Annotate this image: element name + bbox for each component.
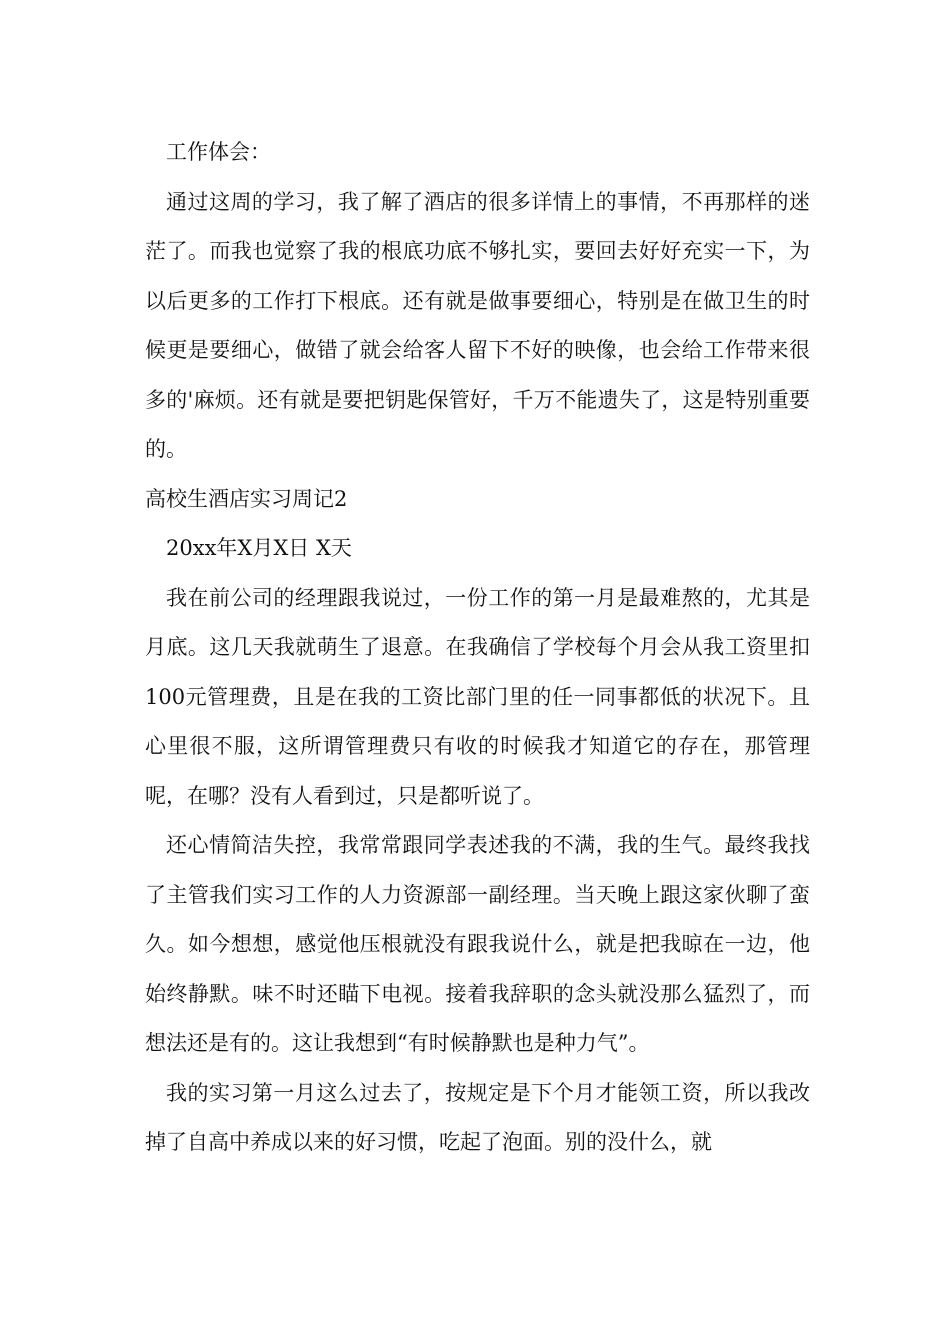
journal-date: 20xx年X月X日 X天	[166, 536, 352, 560]
paragraph-first-month: 我在前公司的经理跟我说过，一份工作的第一月是最难熬的，尤其是月底。这几天我就萌生了退意。在我确信了学校每个月会从我工资里扣100元管理费，且是在我的工资比部门里的任一同事都低的状况下。且心里很不服，这所谓管理费只有收的时候我才知道它的存在，那管理呢，在哪？没有人看到过，只是都听说了。	[145, 585, 810, 808]
paragraph-talk-with-manager: 还心情简洁失控，我常常跟同学表述我的不满，我的生气。最终我找了主管我们实习工作的人力资源部一副经理。当天晚上跟这家伙聊了蛮久。如今想想，感觉他压根就没有跟我说什么，就是把我晾在一边，他始终静默。味不时还瞄下电视。接着我辞职的念头就没那么猛烈了，而想法还是有的。这让我想到“有时候静默也是种力气”。	[145, 833, 810, 1055]
paragraph-work-experience: 通过这周的学习，我了解了酒店的很多详情上的事情，不再那样的迷茫了。而我也觉察了我的根底功底不够扎实，要回去好好充实一下，为以后更多的工作打下根底。还有就是做事要细心，特别是在做卫生的时候更是要细心，做错了就会给客人留下不好的映像，也会给工作带来很多的'麻烦。还有就是要把钥匙保管好，千万不能遗失了，这是特别重要的。	[145, 189, 810, 461]
document-body	[145, 128, 810, 1168]
section-label-work-experience: 工作体会：	[166, 140, 271, 164]
paragraph-instant-noodles: 我的实习第一月这么过去了，按规定是下个月才能领工资，所以我改掉了自高中养成以来的好习惯，吃起了泡面。别的没什么，就	[145, 1080, 810, 1154]
journal-title: 高校生酒店实习周记2	[145, 486, 348, 511]
